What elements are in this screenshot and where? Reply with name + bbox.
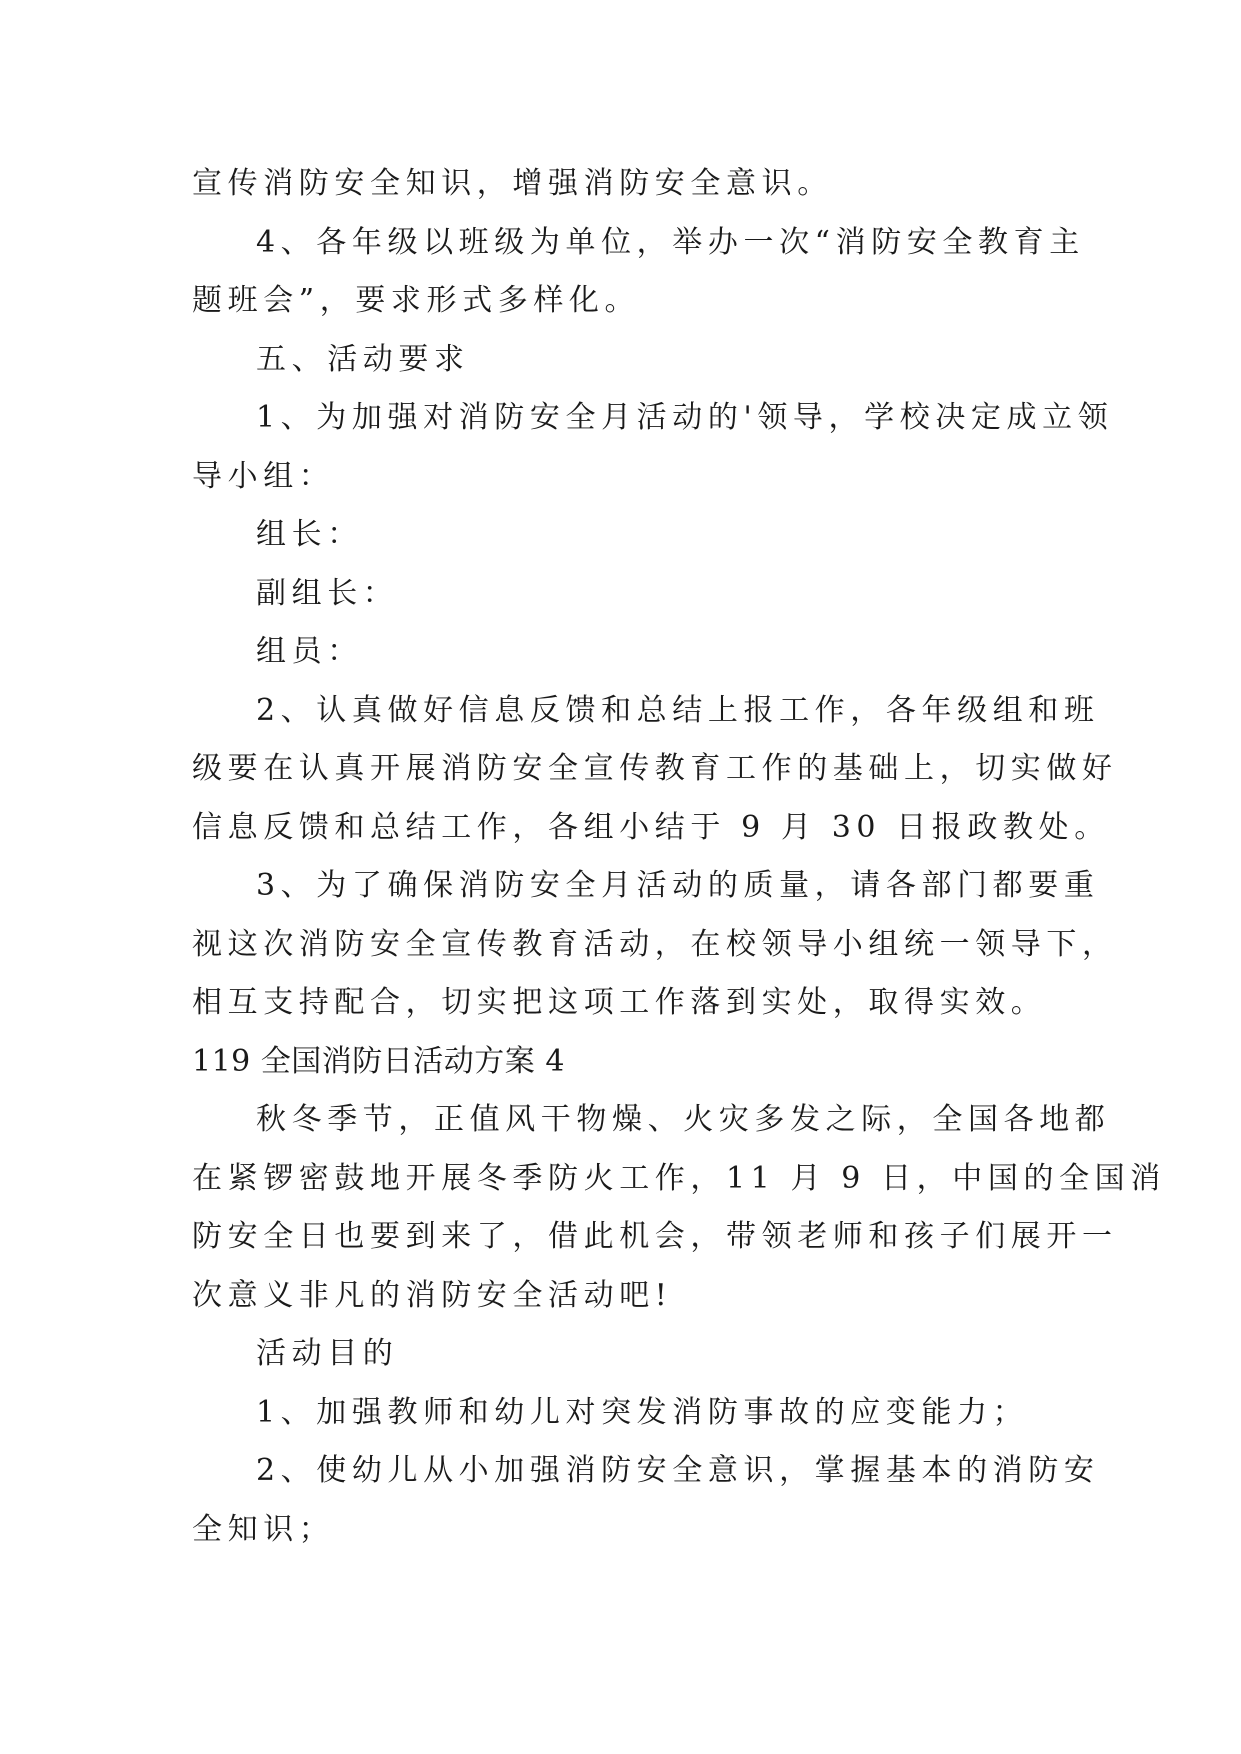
- text-line: 1、为加强对消防安全月活动的'领导，学校决定成立领: [256, 400, 1114, 435]
- text-line: 4、各年级以班级为单位，举办一次“消防安全教育主: [256, 224, 1085, 260]
- text-line: 3、为了确保消防安全月活动的质量，请各部门都要重: [256, 868, 1100, 903]
- document-title: 119 全国消防日活动方案 4: [192, 1043, 565, 1079]
- text-line: 秋冬季节，正值风干物燥、火灾多发之际，全国各地都: [256, 1102, 1111, 1137]
- text-line: 信息反馈和总结工作，各组小结于 9 月 30 日报政教处。: [192, 809, 1110, 845]
- text-line: 副组长：: [256, 575, 399, 611]
- section-heading: 五、活动要求: [256, 341, 470, 377]
- document-body: [192, 155, 1166, 1559]
- text-line: 全知识；: [192, 1511, 335, 1547]
- text-line: 组长：: [256, 517, 363, 552]
- text-line: 组员：: [256, 634, 363, 669]
- text-line: 2、认真做好信息反馈和总结上报工作，各年级组和班: [256, 692, 1100, 728]
- text-line: 相互支持配合，切实把这项工作落到实处，取得实效。: [192, 985, 1047, 1020]
- text-line: 级要在认真开展消防安全宣传教育工作的基础上，切实做好: [192, 751, 1118, 786]
- text-line: 防安全日也要到来了，借此机会，带领老师和孩子们展开一: [192, 1219, 1118, 1254]
- text-line: 题班会”，要求形式多样化。: [192, 283, 641, 318]
- section-heading: 活动目的: [256, 1336, 399, 1371]
- text-line: 导小组：: [192, 458, 335, 494]
- text-line: 在紧锣密鼓地开展冬季防火工作，11 月 9 日，中国的全国消: [192, 1160, 1166, 1196]
- text-line: 2、使幼儿从小加强消防安全意识，掌握基本的消防安: [256, 1453, 1100, 1488]
- text-line: 视这次消防安全宣传教育活动，在校领导小组统一领导下，: [192, 926, 1118, 962]
- text-line: 1、加强教师和幼儿对突发消防事故的应变能力；: [256, 1394, 1029, 1430]
- text-line: 次意义非凡的消防安全活动吧!: [192, 1277, 673, 1313]
- text-line: 宣传消防安全知识，增强消防安全意识。: [192, 166, 833, 201]
